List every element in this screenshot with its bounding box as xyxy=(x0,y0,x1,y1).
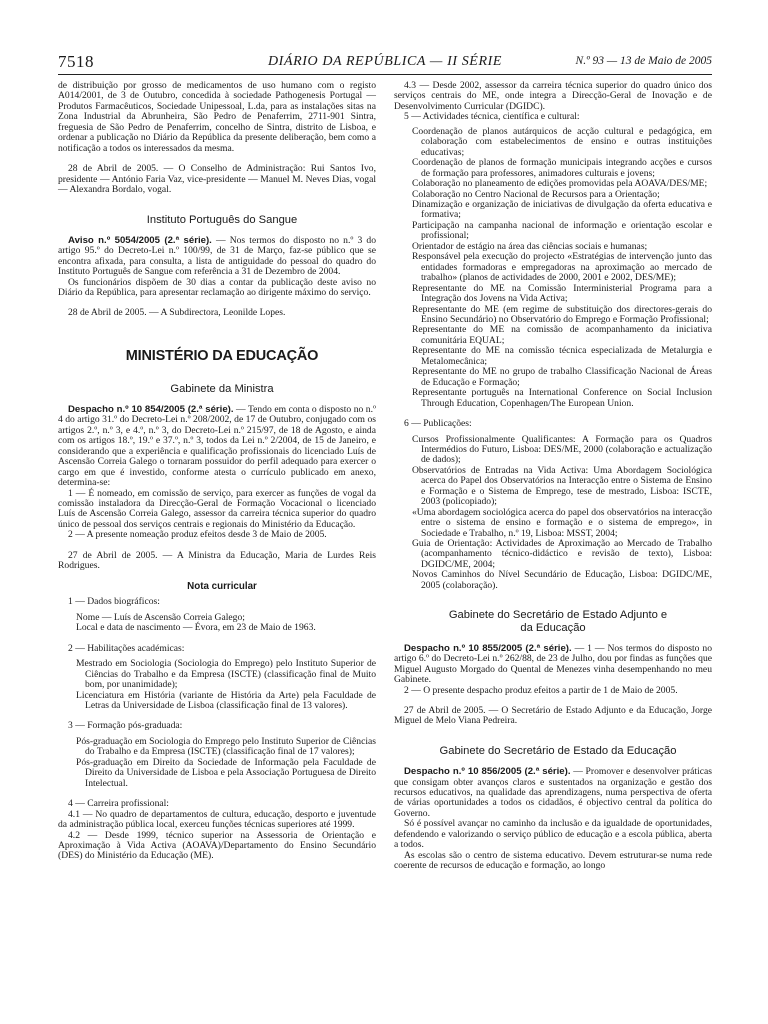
page-header xyxy=(58,52,712,75)
list-item: Representante do ME na comissão de acompanhamento da iniciativa comunitária EQUAL; xyxy=(412,324,712,346)
list-item: Participação na campanha nacional de informação e orientação escolar e profissional; xyxy=(412,219,712,242)
despacho-1-point-1: 1 — É nomeado, em comissão de serviço, para exercer as funções de vogal da comissão instaladora da Direcção-Geral de Formação Vocacional o licenciado Luís de Ascensão Correia Galego, assessor da carreira técnica superior do quadro único de pessoal dos serviços centrais e regionais do Ministério da Educação. xyxy=(58,487,376,530)
section-5-list xyxy=(394,127,712,409)
nota-curricular-heading: Nota curricular xyxy=(187,580,257,592)
section-4-1: 4.1 — No quadro de departamentos de cultura, educação, desporto e juventude da administração pública local, exerceu funções técnicas superiores até 1999. xyxy=(58,808,376,831)
despacho-1-text: — Tendo em conta o disposto no n.º 4 do artigo 31.º do Decreto-Lei n.º 208/2002, de 17 de Outubro, conjugado com os artigos 2.º, n.º 3, e 4.º, n.º 3, do Decreto-Lei n.º 215/97, de 18 de Agosto, e ainda com os artigos 18.º, 19.º e 37.º, n.º 3, todos da Lei n.º 2/2004, de 15 de Janeiro, e considerando que a experiência e qualificação profissionais do licenciado Luís de Ascensão Correia Galego o tornaram possuidor do perfil adequado para exercer o cargo em que é investido, conforme atesta o currículo publicado em anexo, determina-se: xyxy=(58,403,376,489)
despacho-2-text: — 1 — Nos termos do disposto no artigo 6.º do Decreto-Lei n.º 262/88, de 23 de Julho, dou por findas as funções que Miguel Augusto Morgado do Quental de Menezes vinha desempenhando no meu Gabinete. xyxy=(394,642,712,686)
section-4-heading: 4 — Carreira profissional: xyxy=(68,798,169,810)
list-item: Dinamização e organização de iniciativas de divulgação da oferta educativa e formativa; xyxy=(412,198,712,221)
aviso-heading: Aviso n.º 5054/2005 (2.ª série). xyxy=(68,234,212,246)
page-number: 7518 xyxy=(58,52,94,71)
left-column xyxy=(58,81,376,862)
gabinete-adjunto-heading: Gabinete do Secretário de Estado Adjunto e da Educação xyxy=(448,609,668,634)
right-column xyxy=(394,81,712,872)
list-item: Representante do ME na comissão técnica especializada de Metalurgia e Metalomecânica; xyxy=(412,345,712,367)
aviso-paragraph xyxy=(58,236,376,278)
despacho-2-paragraph xyxy=(394,644,712,686)
list-item: Coordenação de planos autárquicos de acção cultural e pedagógica, em colaboração com estabelecimentos de ensino e outras instituições educativas; xyxy=(412,125,712,158)
list-item: Nome — Luís de Ascensão Correia Galego; xyxy=(76,611,245,623)
list-item: Novos Caminhos do Nível Secundário de Educação, Lisboa: DGIDC/ME, 2005 (colaboração). xyxy=(412,569,712,591)
list-item: Representante do ME na Comissão Interministerial Programa para a Integração dos Jovens na Vida Activa; xyxy=(412,282,712,305)
list-item: Guia de Orientação: Actividades de Aproximação ao Mercado de Trabalho (acompanhamento técnico-didáctico e revisão de texto), Lisboa: DGIDC/ME, 2004; xyxy=(412,538,712,570)
list-item: Local e data de nascimento — Évora, em 23 de Maio de 1963. xyxy=(76,622,316,634)
despacho-3-heading: Despacho n.º 10 856/2005 (2.ª série). xyxy=(404,766,571,778)
section-2-list xyxy=(58,659,376,711)
section-4-3: 4.3 — Desde 2002, assessor da carreira técnica superior do quadro único dos serviços centrais do ME, onde integra a Direcção-Geral de Inovação e de Desenvolvimento Curricular (DGIDC). xyxy=(394,80,712,112)
section-1-list xyxy=(58,613,376,634)
despacho-1-paragraph xyxy=(58,405,376,489)
section-4-2: 4.2 — Desde 1999, técnico superior na Assessoria de Orientação e Aproximação à Vida Activa (AOAVA)/Departamento do Ensino Secundário (DES) do Ministério da Educação (ME). xyxy=(58,829,376,862)
section-6-list xyxy=(394,435,712,592)
list-item: Coordenação de planos de formação municipais integrando acções e cursos de formação para professores, animadores culturais e jovens; xyxy=(412,157,712,179)
list-item: Representante português na International Conference on Social Inclusion Through Education, Copenhagen/The European Union. xyxy=(412,387,712,409)
aviso-text: — Nos termos do disposto no n.º 3 do artigo 95.º do Decreto-Lei n.º 100/99, de 31 de Março, faz-se público que se encontra afixada, para consulta, a lista de antiguidade do pessoal do quadro do Instituto Português de Sangue com referência a 31 de Dezembro de 2004. xyxy=(58,234,377,278)
section-6-heading: 6 — Publicações: xyxy=(404,418,472,430)
signature-subdirectora: 28 de Abril de 2005. — A Subdirectora, Leonilde Lopes. xyxy=(68,307,286,319)
list-item: Cursos Profissionalmente Qualificantes: A Formação para os Quadros Intermédios do Futuro, Lisboa: DES/ME, 2000 (colaboração e actualização de dados); xyxy=(412,433,712,466)
signature-ministra: 27 de Abril de 2005. — A Ministra da Educação, Maria de Lurdes Reis Rodrigues. xyxy=(58,549,376,572)
signature-conselho: 28 de Abril de 2005. — O Conselho de Administração: Rui Santos Ivo, presidente — António Faria Vaz, vice-presidente — Manuel M. Neves Dias, vogal — Alexandra Bordalo, vogal. xyxy=(58,163,376,196)
list-item: Colaboração no Centro Nacional de Recursos para a Orientação; xyxy=(412,188,660,200)
section-2-heading: 2 — Habilitações académicas: xyxy=(68,642,185,654)
list-item: Responsável pela execução do projecto «Estratégias de intervenção junto das entidades formadoras e empregadoras na aproximação ao mercado de trabalho» (planos de actividades de 2000, 2001 e 2002, DES/ME); xyxy=(412,251,712,284)
list-item: Pós-graduação em Sociologia do Emprego pelo Instituto Superior de Ciências do Trabalho e da Empresa (ISCTE) (classificação final de 17 valores); xyxy=(76,735,376,758)
list-item: «Uma abordagem sociológica acerca do papel dos observatórios na interacção entre o sistema de ensino e formação e o sistema de emprego», in Sociedade e Trabalho, n.º 19, Lisboa: MSST, 2004; xyxy=(412,506,712,539)
despacho-3-paragraph-2: Só é possível avançar no caminho da inclusão e da igualdade de oportunidades, defendendo e valorizando o serviço público de educação e a escola pública, aberta a todos. xyxy=(394,818,712,851)
list-item: Pós-graduação em Direito da Sociedade de Informação pela Faculdade de Direito da Universidade de Lisboa e pela Associação Portuguesa de Direito Intelectual. xyxy=(76,756,376,789)
list-item: Representante do ME (em regime de substituição dos directores-gerais do Ensino Secundário) no Observatório do Emprego e Formação Profissional; xyxy=(412,303,712,325)
document-page xyxy=(58,0,712,1024)
list-item: Representante do ME no grupo de trabalho Classificação Nacional de Áreas de Educação e Formação; xyxy=(412,366,712,388)
despacho-2-heading: Despacho n.º 10 855/2005 (2.ª série). xyxy=(404,642,572,654)
org-heading-sangue: Instituto Português do Sangue xyxy=(146,213,298,226)
despacho-3-text: — Promover e desenvolver práticas que consigam obter avanços claros e sustentados na organização e gestão dos recursos educativos, na qualidade das aprendizagens, numa perspectiva de oferta de várias oportunidades a todos os cidadãos, é objectivo central da política do Governo. xyxy=(394,766,712,819)
ministry-heading: MINISTÉRIO DA EDUCAÇÃO xyxy=(125,347,319,364)
section-3-list xyxy=(58,737,376,789)
issue-info: N.º 93 — 13 de Maio de 2005 xyxy=(575,55,712,67)
gabinete-educacao-heading: Gabinete do Secretário de Estado da Educação xyxy=(439,744,677,757)
journal-title: DIÁRIO DA REPÚBLICA — II SÉRIE xyxy=(267,54,503,69)
despacho-1-heading: Despacho n.º 10 854/2005 (2.ª série). xyxy=(68,403,234,415)
list-item: Mestrado em Sociologia (Sociologia do Emprego) pelo Instituto Superior de Ciências do Trabalho e da Empresa (ISCTE) (classificação final de Muito bom, por unanimidade); xyxy=(76,658,376,691)
intro-paragraph: de distribuição por grosso de medicamentos de uso humano com o registo A014/2001, de 3 de Outubro, concedida à sociedade Pathogenesis Portugal — Produtos Farmacêuticos, Sociedade Unipessoal, L.da, para as instalações sitas na Zona Industrial da Abrunheira, São Pedro de Penaferrim, 2711-901 Sintra, freguesia de São Pedro de Penaferrim, concelho de Sintra, distrito de Lisboa, e ordenar a publicação no Diário da República da presente deliberação, bem como a notificação a todos os interessados da mesma. xyxy=(58,80,376,154)
list-item: Observatórios de Entradas na Vida Activa: Uma Abordagem Sociológica acerca do Papel dos Observatórios na Interacção entre o Sistema de Ensino e Formação e o Sistema de Emprego, tese de mestrado, Lisboa: ISCTE, 2003 (policopiado); xyxy=(412,464,712,508)
despacho-3-paragraph xyxy=(394,767,712,819)
section-5-heading: 5 — Actividades técnica, científica e cultural: xyxy=(404,111,580,123)
section-1-heading: 1 — Dados biográficos: xyxy=(68,596,160,608)
section-3-heading: 3 — Formação pós-graduada: xyxy=(68,720,183,732)
list-item: Orientador de estágio na área das ciências sociais e humanas; xyxy=(412,240,648,252)
list-item: Licenciatura em História (variante de História da Arte) pela Faculdade de Letras da Universidade de Lisboa (classificação final de 13 valores). xyxy=(76,689,376,711)
despacho-2-point-2: 2 — O presente despacho produz efeitos a partir de 1 de Maio de 2005. xyxy=(404,684,678,696)
signature-secretario-adjunto: 27 de Abril de 2005. — O Secretário de Estado Adjunto e da Educação, Jorge Miguel de Melo Viana Pedreira. xyxy=(394,704,712,727)
despacho-1-point-2: 2 — A presente nomeação produz efeitos desde 3 de Maio de 2005. xyxy=(68,529,327,541)
gabinete-ministra-heading: Gabinete da Ministra xyxy=(170,382,274,395)
list-item: Colaboração no planeamento de edições promovidas pela AOAVA/DES/ME; xyxy=(412,178,708,190)
despacho-3-paragraph-3: As escolas são o centro de sistema educativo. Devem estruturar-se numa rede coerente de recursos de educação e formação, ao longo xyxy=(394,849,712,872)
aviso-paragraph-2: Os funcionários dispõem de 30 dias a contar da publicação deste aviso no Diário da República, para apresentar reclamação ao dirigente máximo do serviço. xyxy=(58,276,376,298)
